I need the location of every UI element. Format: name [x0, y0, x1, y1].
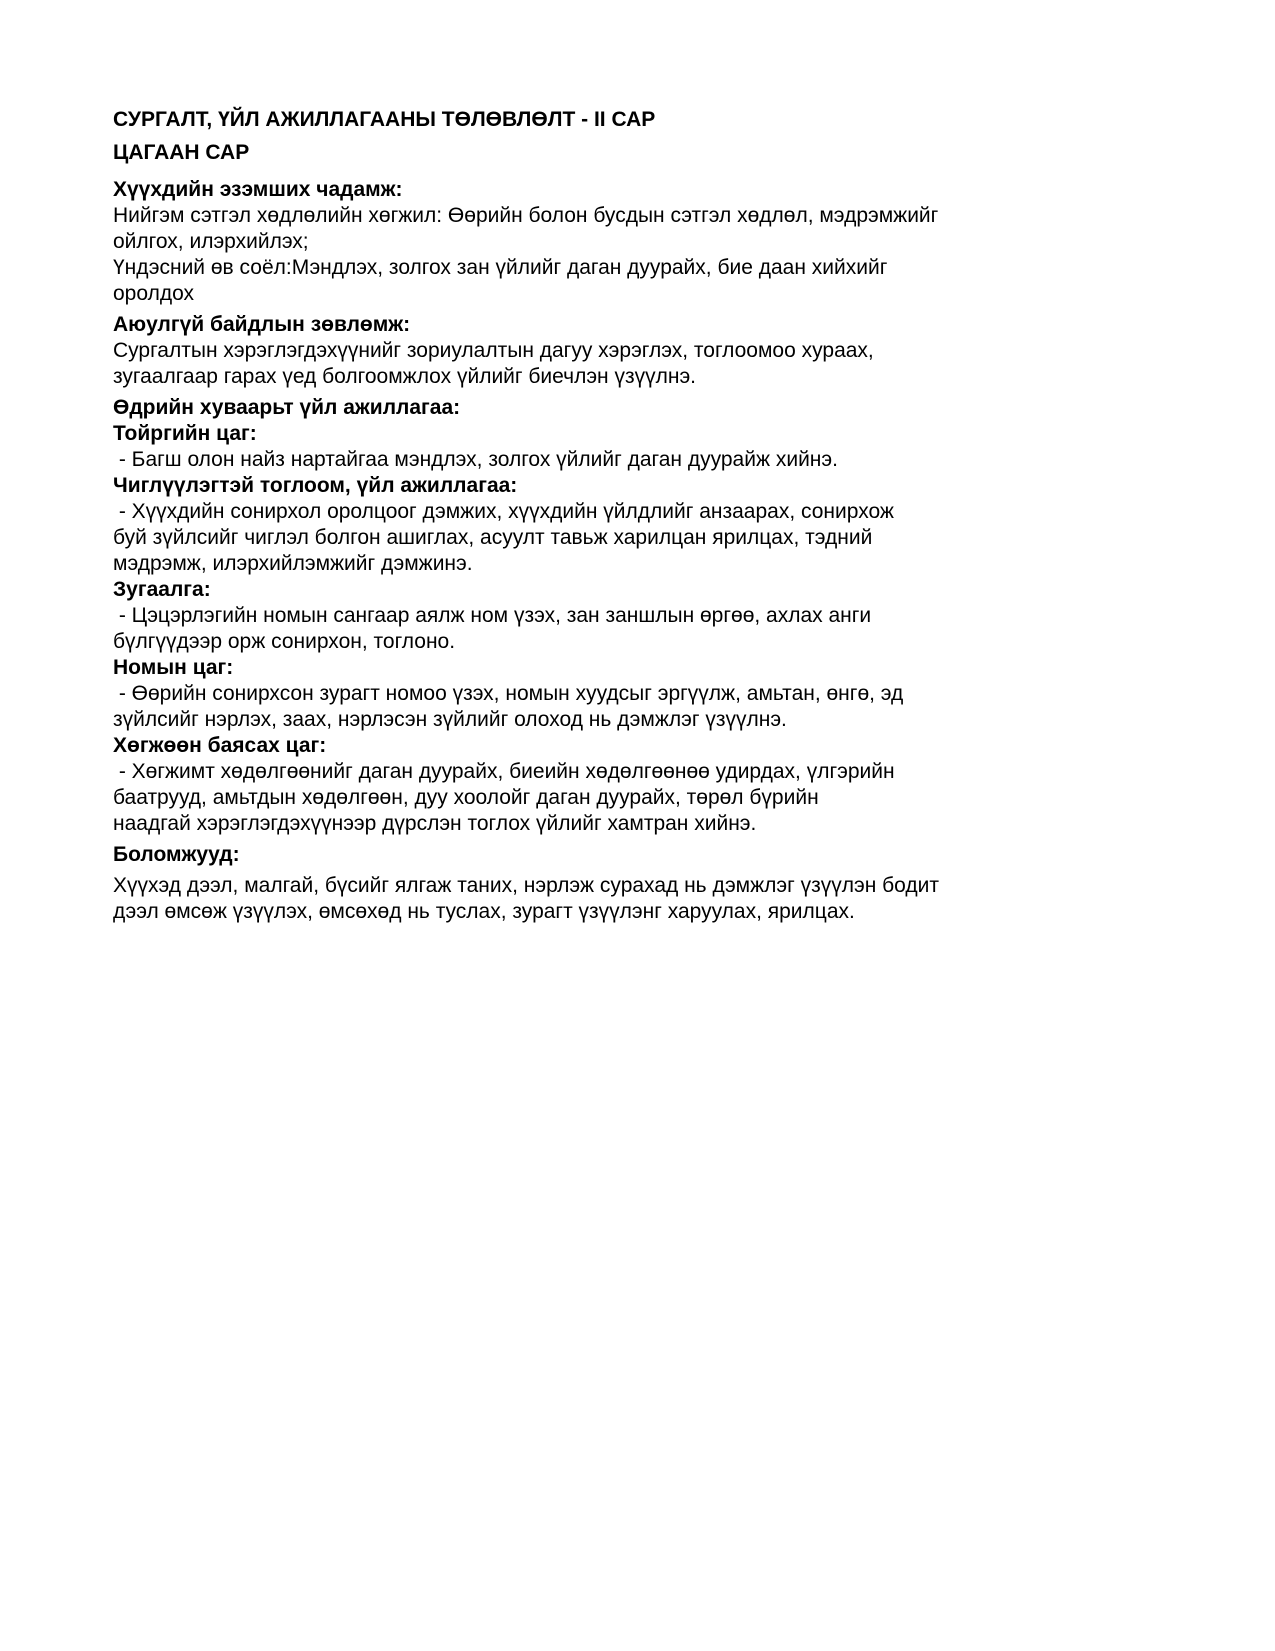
text-line: - Хүүхдийн сонирхол оролцоог дэмжих, хүүхдийн үйлдлийг анзаарах, сонирхож: [113, 500, 894, 523]
focused-play-text: [113, 499, 1113, 577]
text-line: - Цэцэрлэгийн номын сангаар аялж ном үзэх, зан заншлын өргөө, ахлах анги: [113, 604, 872, 627]
text-line: бүлгүүдээр орж сонирхон, тоглоно.: [113, 630, 456, 653]
text-line: мэдрэмж, илэрхийлэмжийг дэмжинэ.: [113, 552, 473, 575]
competency-heading: Хүүхдийн эзэмших чадамж:: [113, 178, 403, 201]
text-line: - Багш олон найз нартайгаа мэндлэх, золгох үйлийг даган дуурайж хийнэ.: [113, 448, 838, 471]
document-subtitle: ЦАГААН САР: [113, 141, 250, 164]
text-line: - Өөрийн сонирхсон зурагт номоо үзэх, номын хуудсыг эргүүлж, амьтан, өнгө, эд: [113, 682, 904, 705]
circle-time-text: [113, 447, 1113, 473]
opportunities-text: [113, 873, 1113, 925]
book-time-text: [113, 681, 1113, 733]
safety-text: [113, 338, 1113, 390]
document-title: СУРГАЛТ, ҮЙЛ АЖИЛЛАГААНЫ ТӨЛӨВЛӨЛТ - II САР: [113, 108, 656, 131]
text-line: оролдох: [113, 282, 195, 305]
document-page: [113, 107, 1113, 925]
competency-text: [113, 203, 1113, 307]
circle-time-heading: Тойргийн цаг:: [113, 422, 257, 445]
walk-text: [113, 603, 1113, 655]
enrichment-heading: Хөгжөөн баясах цаг:: [113, 734, 327, 757]
text-line: Хүүхэд дээл, малгай, бүсийг ялгаж таних, нэрлэж сурахад нь дэмжлэг үзүүлэн бодит: [113, 874, 939, 897]
book-time-heading: Номын цаг:: [113, 656, 234, 679]
text-line: наадгай хэрэглэгдэхүүнээр дүрслэн тоглох үйлийг хамтран хийнэ.: [113, 812, 757, 835]
focused-play-heading: Чиглүүлэгтэй тоглоом, үйл ажиллагаа:: [113, 474, 518, 497]
text-line: Нийгэм сэтгэл хөдлөлийн хөгжил: Өөрийн болон бусдын сэтгэл хөдлөл, мэдрэмжийг: [113, 204, 939, 227]
text-line: ойлгох, илэрхийлэх;: [113, 230, 309, 253]
enrichment-text: [113, 759, 1113, 837]
text-line: буй зүйлсийг чиглэл болгон ашиглах, асуулт тавьж харилцан ярилцах, тэдний: [113, 526, 873, 549]
walk-heading: Зугаалга:: [113, 578, 211, 601]
text-line: зүйлсийг нэрлэх, заах, нэрлэсэн зүйлийг олоход нь дэмжлэг үзүүлнэ.: [113, 708, 787, 731]
schedule-heading: Өдрийн хуваарьт үйл ажиллагаа:: [113, 396, 461, 419]
safety-heading: Аюулгүй байдлын зөвлөмж:: [113, 313, 411, 336]
text-line: зугаалгаар гарах үед болгоомжлох үйлийг биечлэн үзүүлнэ.: [113, 365, 697, 388]
text-line: Сургалтын хэрэглэгдэхүүнийг зориулалтын дагуу хэрэглэх, тоглоомоо хураах,: [113, 339, 874, 362]
text-line: дээл өмсөж үзүүлэх, өмсөхөд нь туслах, зурагт үзүүлэнг харуулах, ярилцах.: [113, 900, 855, 923]
text-line: - Хөгжимт хөдөлгөөнийг даган дуурайх, биеийн хөдөлгөөнөө удирдах, үлгэрийн: [113, 760, 895, 783]
opportunities-heading: Боломжууд:: [113, 843, 240, 866]
text-line: Үндэсний өв соёл:Мэндлэх, золгох зан үйлийг даган дуурайх, бие даан хийхийг: [113, 256, 888, 279]
text-line: баатрууд, амьтдын хөдөлгөөн, дуу хоолойг даган дуурайх, төрөл бүрийн: [113, 786, 819, 809]
